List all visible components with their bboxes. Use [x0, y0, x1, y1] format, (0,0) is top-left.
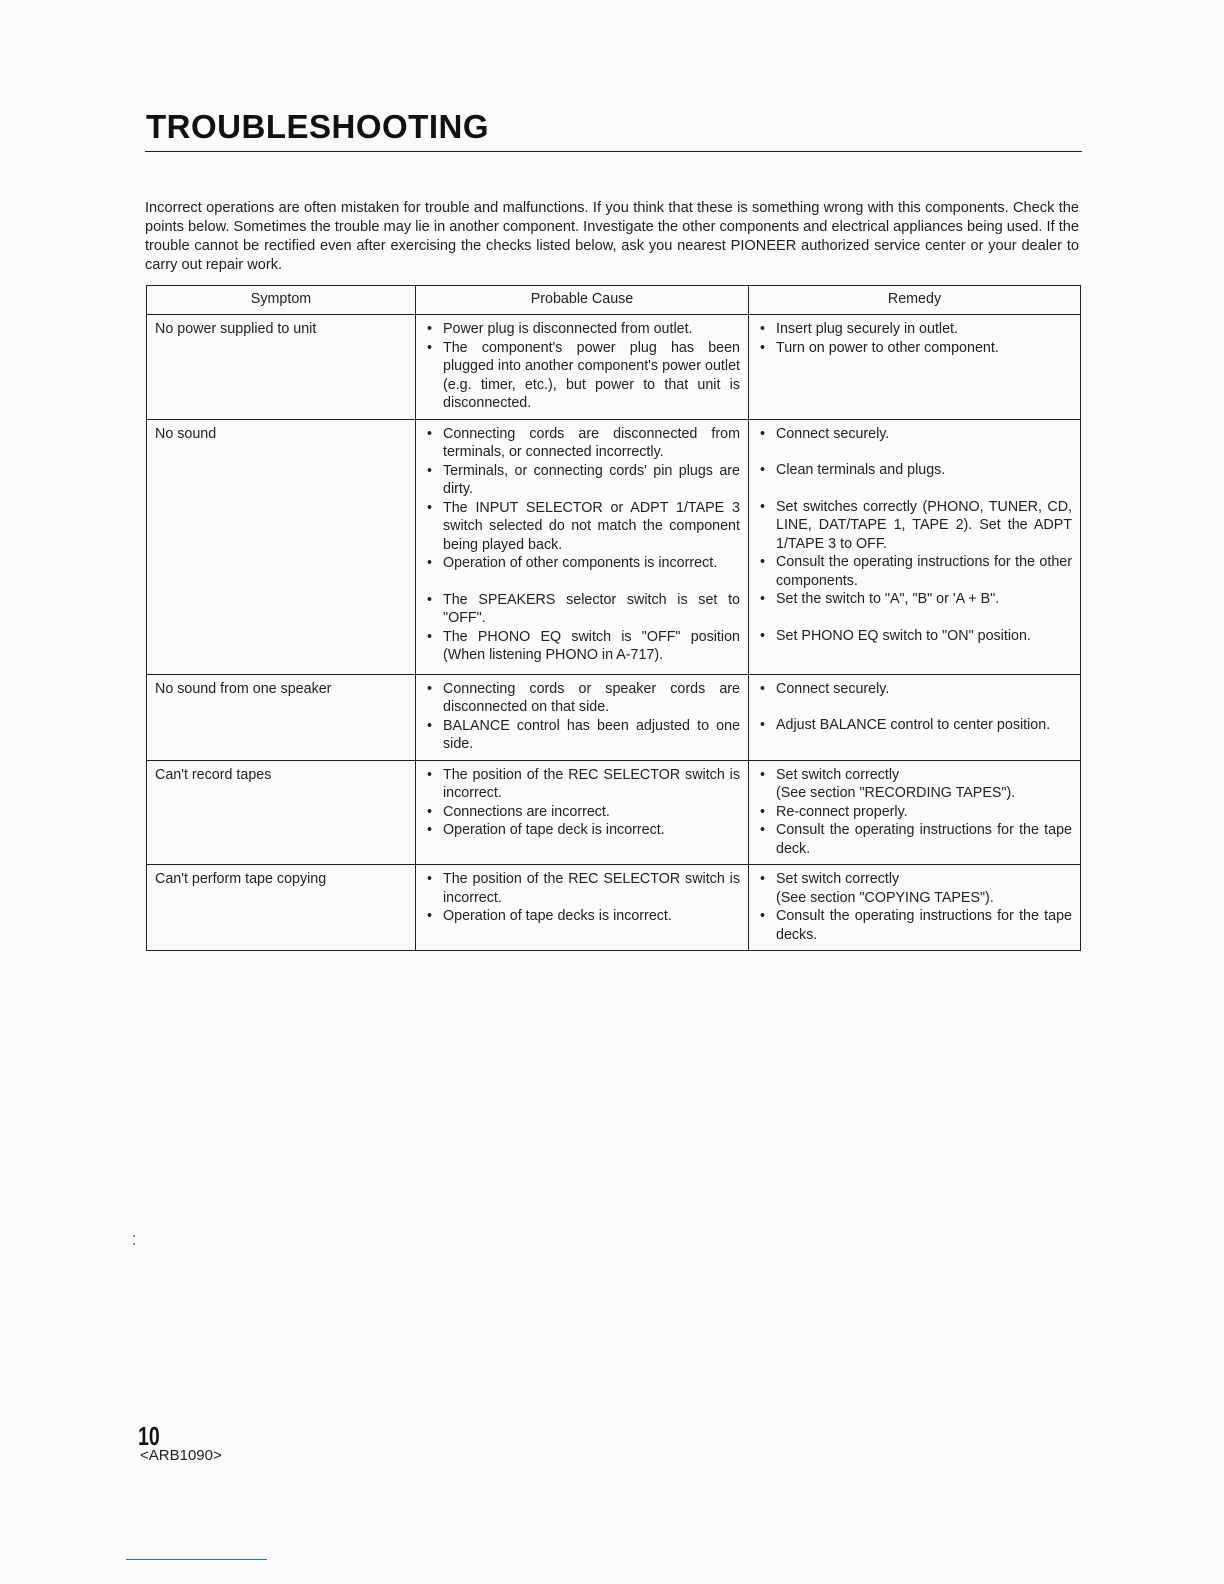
list-item: • Consult the operating instructions for the tape decks. [757, 907, 1072, 944]
list-item: • The INPUT SELECTOR or ADPT 1/TAPE 3 switch selected do not match the component being played back. [424, 499, 740, 555]
list-item: • Consult the operating instructions for the tape deck. [757, 821, 1072, 858]
list-item: • BALANCE control has been adjusted to one side. [424, 717, 740, 754]
list-item: • Connecting cords or speaker cords are disconnected on that side. [424, 680, 740, 717]
table-row [147, 419, 1081, 674]
table-header-row [147, 286, 1081, 315]
list-item: • Re-connect properly. [757, 803, 1072, 822]
list-item: • Power plug is disconnected from outlet. [424, 320, 740, 339]
table-row [147, 865, 1081, 951]
list-item: • Set the switch to "A", "B" or 'A + B". [757, 590, 1072, 609]
list-item: • Connections are incorrect. [424, 803, 740, 822]
symptom-cell: No sound from one speaker [147, 674, 416, 760]
list-item: • Insert plug securely in outlet. [757, 320, 1072, 339]
cause-cell [416, 760, 749, 865]
list-item: • Terminals, or connecting cords' pin plugs are dirty. [424, 462, 740, 499]
intro-paragraph: Incorrect operations are often mistaken for trouble and malfunctions. If you think that these is something wrong with this components. Check the points below. Sometimes the trouble may lie in another component. Investigate the other components and electrical appliances being used. If the trouble cannot be rectified even after exercising the checks listed below, ask you nearest PIONEER authorized service center or your dealer to carry out repair work. [145, 199, 1079, 273]
symptom-cell: Can't record tapes [147, 760, 416, 865]
table-row [147, 760, 1081, 865]
list-item: • The position of the REC SELECTOR switch is incorrect. [424, 766, 740, 803]
list-item: • Set PHONO EQ switch to "ON" position. [757, 627, 1072, 646]
remedy-cell [749, 315, 1081, 420]
list-item: • Operation of tape deck is incorrect. [424, 821, 740, 840]
list-item [757, 870, 1072, 907]
table-row [147, 674, 1081, 760]
cause-cell [416, 674, 749, 760]
cause-cell [416, 865, 749, 951]
list-item: • The SPEAKERS selector switch is set to "OFF". [424, 591, 740, 628]
bottom-link-underline [126, 1559, 267, 1560]
header-remedy: Remedy [749, 286, 1081, 315]
remedy-subtext: (See section "COPYING TAPES"). [776, 889, 994, 906]
list-item: • Operation of tape decks is incorrect. [424, 907, 740, 926]
title-divider [145, 151, 1082, 152]
remedy-cell [749, 674, 1081, 760]
remedy-cell [749, 760, 1081, 865]
scan-mark [133, 1243, 135, 1245]
cause-cell [416, 315, 749, 420]
remedy-cell [749, 865, 1081, 951]
cause-cell [416, 419, 749, 674]
remedy-text: Set switch correctly [776, 871, 900, 887]
list-item: • Adjust BALANCE control to center position. [757, 716, 1072, 735]
list-item: • Consult the operating instructions for the other components. [757, 553, 1072, 590]
page-number: 10 [138, 1421, 160, 1451]
list-item [757, 766, 1072, 803]
symptom-cell: No sound [147, 419, 416, 674]
header-symptom: Symptom [147, 286, 416, 315]
list-item: • Set switches correctly (PHONO, TUNER, CD, LINE, DAT/TAPE 1, TAPE 2). Set the ADPT 1/TAPE 3 to OFF. [757, 498, 1072, 554]
list-item: • The PHONO EQ switch is "OFF" position (When listening PHONO in A-717). [424, 628, 740, 665]
list-item: • Operation of other components is incorrect. [424, 554, 740, 573]
troubleshooting-table [146, 285, 1081, 951]
list-item: • Connecting cords are disconnected from terminals, or connected incorrectly. [424, 425, 740, 462]
list-item: • The position of the REC SELECTOR switch is incorrect. [424, 870, 740, 907]
list-item: • Connect securely. [757, 425, 1072, 444]
document-code: <ARB1090> [140, 1447, 222, 1464]
header-probable-cause: Probable Cause [416, 286, 749, 315]
remedy-subtext: (See section "RECORDING TAPES"). [776, 785, 1016, 801]
scan-mark [133, 1235, 135, 1237]
remedy-text: Set switch correctly [776, 766, 900, 783]
list-item: • The component's power plug has been plugged into another component's power outlet (e.g. timer, etc.), but power to that unit is disconnected. [424, 339, 740, 413]
remedy-cell [749, 419, 1081, 674]
symptom-cell: Can't perform tape copying [147, 865, 416, 951]
list-item: • Connect securely. [757, 680, 1072, 699]
table-row [147, 315, 1081, 420]
page-title: TROUBLESHOOTING [146, 108, 489, 145]
list-item: • Clean terminals and plugs. [757, 461, 1072, 480]
symptom-cell: No power supplied to unit [147, 315, 416, 420]
list-item: • Turn on power to other component. [757, 339, 1072, 358]
